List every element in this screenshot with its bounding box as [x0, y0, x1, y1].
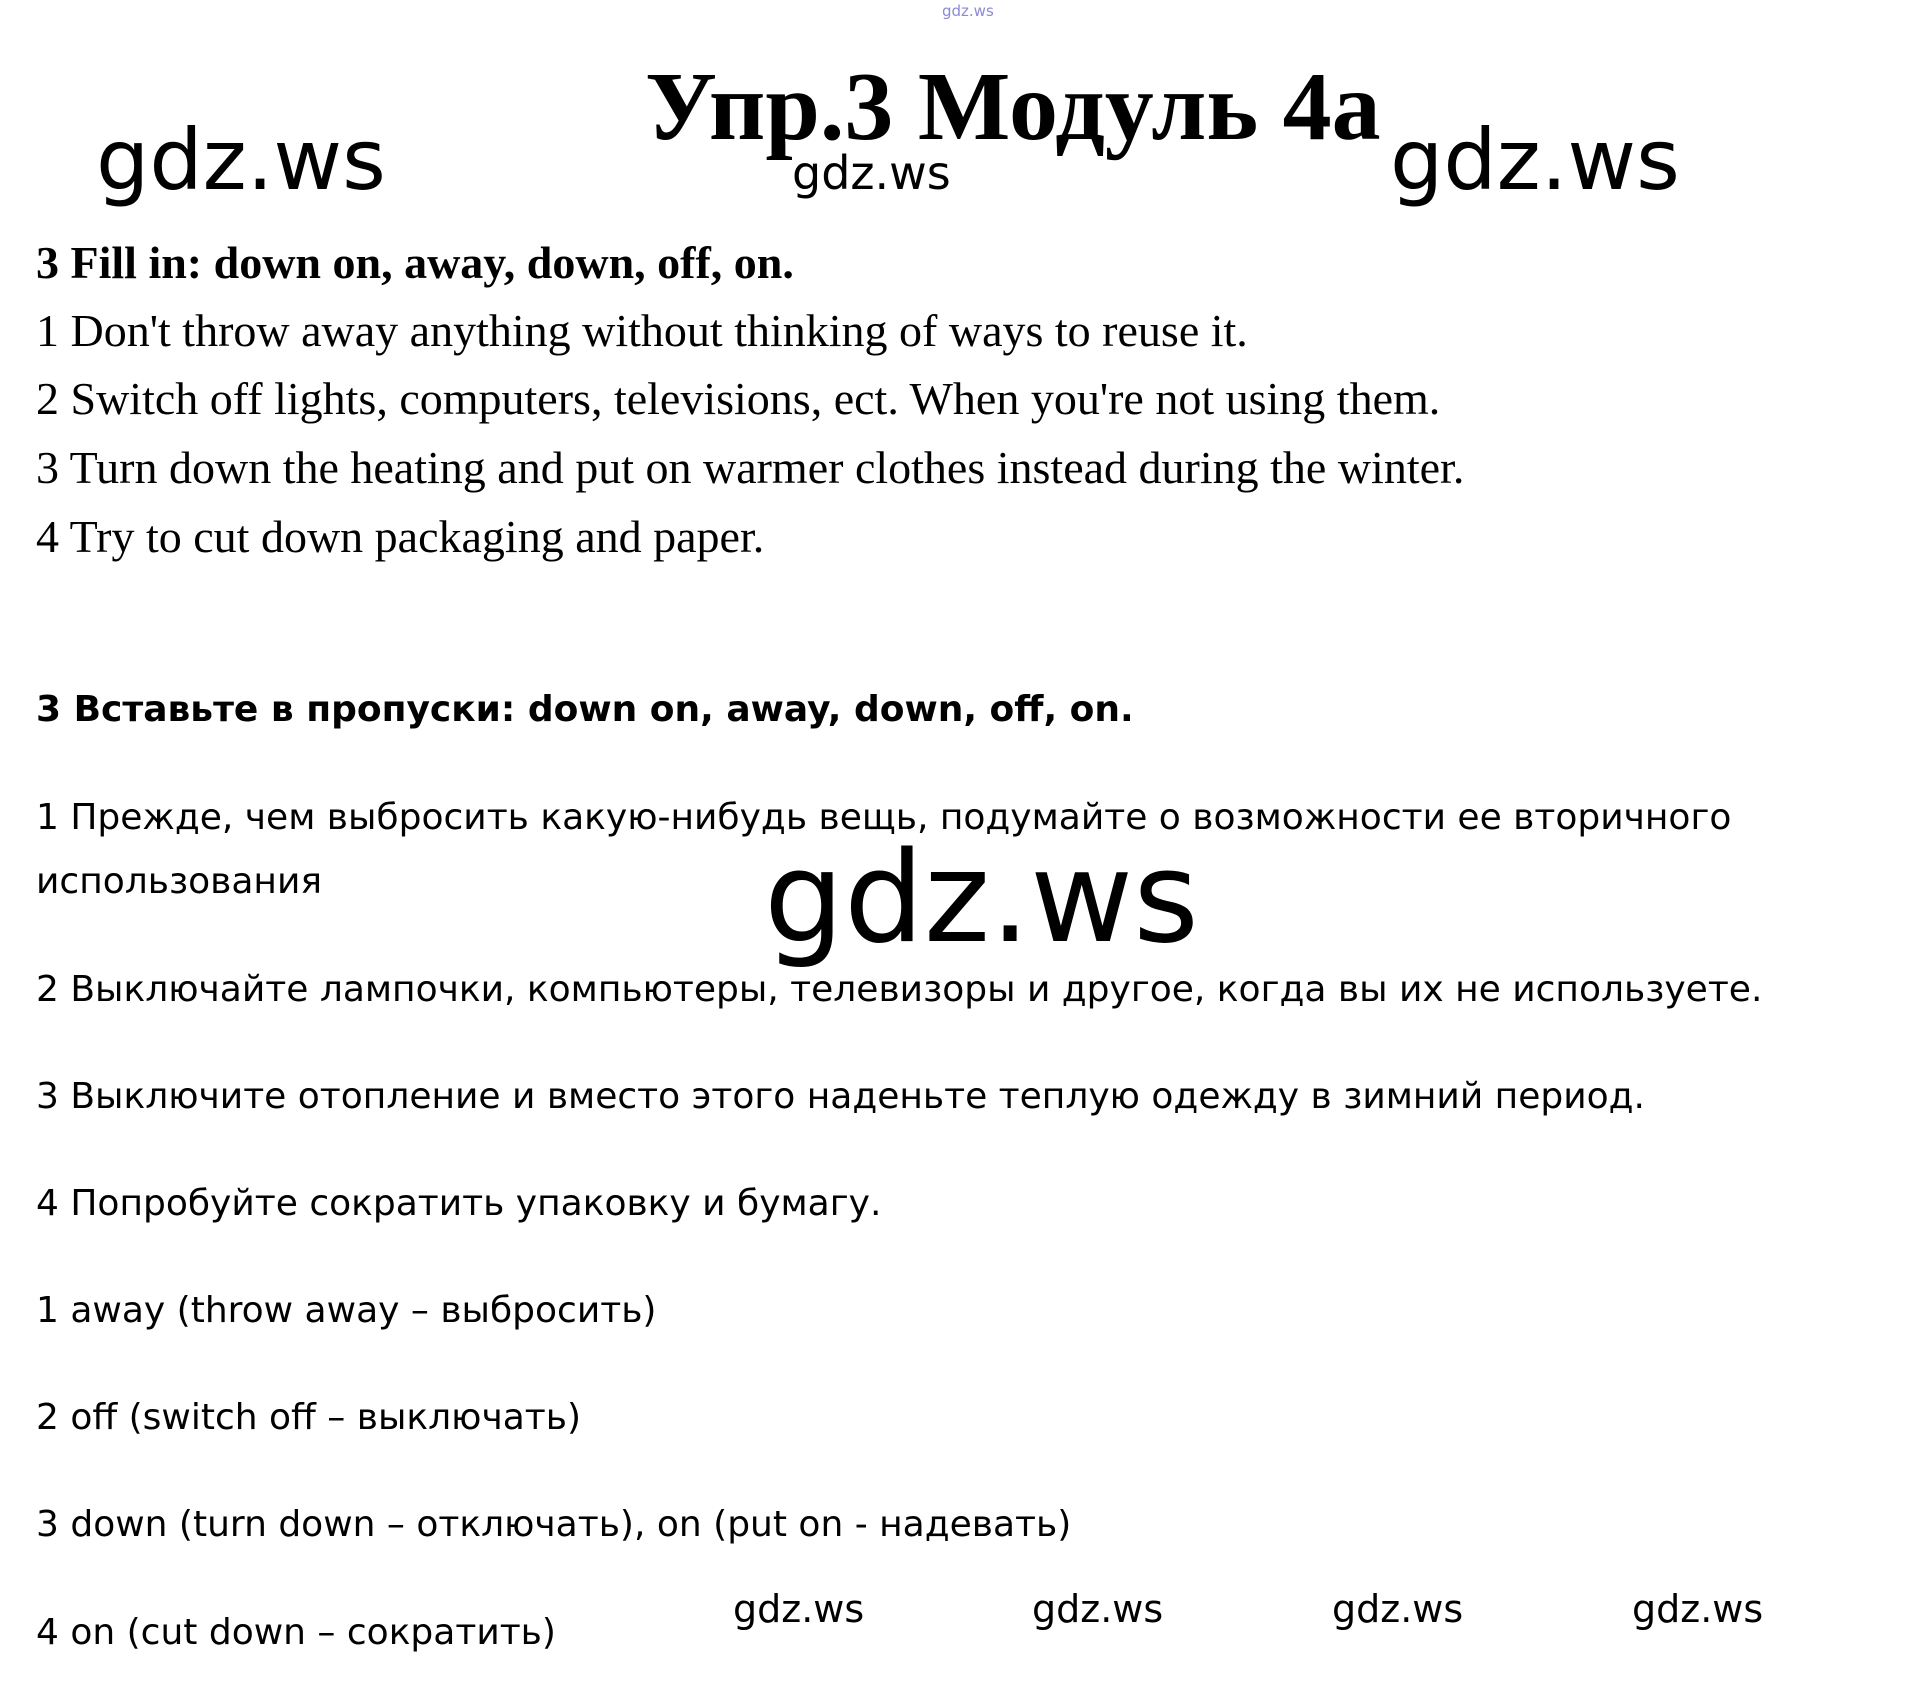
- watermark-middle-big: gdz.ws: [764, 824, 1199, 971]
- russian-item: 2 Выключайте лампочки, компьютеры, телевизоры и другое, когда вы их не используете.: [36, 969, 1763, 1010]
- page-title: Упр.3 Модуль 4a: [645, 53, 1381, 161]
- watermark-left: gdz.ws: [96, 111, 386, 209]
- answer-item: 3 down (turn down – отключать), on (put on - надевать): [36, 1504, 1072, 1545]
- english-item: 1 Don't throw away anything without thinking of ways to reuse it.: [36, 305, 1248, 356]
- russian-item: 3 Выключите отопление и вместо этого наденьте теплую одежду в зимний период.: [36, 1076, 1645, 1117]
- russian-item-continuation: использования: [36, 861, 323, 902]
- watermark-bottom: gdz.ws: [733, 1587, 865, 1631]
- english-item: 4 Try to cut down packaging and paper.: [36, 511, 765, 562]
- english-item: 3 Turn down the heating and put on warmer clothes instead during the winter.: [36, 442, 1465, 493]
- watermark-top: gdz.ws: [942, 2, 994, 20]
- russian-heading: 3 Вставьте в пропуски: down on, away, down, off, on.: [36, 689, 1134, 730]
- answer-item: 4 on (cut down – сократить): [36, 1612, 556, 1653]
- russian-item: 1 Прежде, чем выбросить какую-нибудь вещь, подумайте о возможности ее вторичного: [36, 797, 1732, 838]
- watermark-bottom: gdz.ws: [1632, 1587, 1764, 1631]
- watermark-right: gdz.ws: [1390, 111, 1680, 209]
- watermark-bottom: gdz.ws: [1332, 1587, 1464, 1631]
- russian-item: 4 Попробуйте сократить упаковку и бумагу.: [36, 1183, 882, 1224]
- answer-item: 1 away (throw away – выбросить): [36, 1290, 657, 1331]
- watermark-center-small: gdz.ws: [792, 146, 951, 200]
- watermark-bottom: gdz.ws: [1032, 1587, 1164, 1631]
- english-item: 2 Switch off lights, computers, televisions, ect. When you're not using them.: [36, 373, 1441, 424]
- english-heading: 3 Fill in: down on, away, down, off, on.: [36, 237, 794, 288]
- answer-item: 2 off (switch off – выключать): [36, 1397, 582, 1438]
